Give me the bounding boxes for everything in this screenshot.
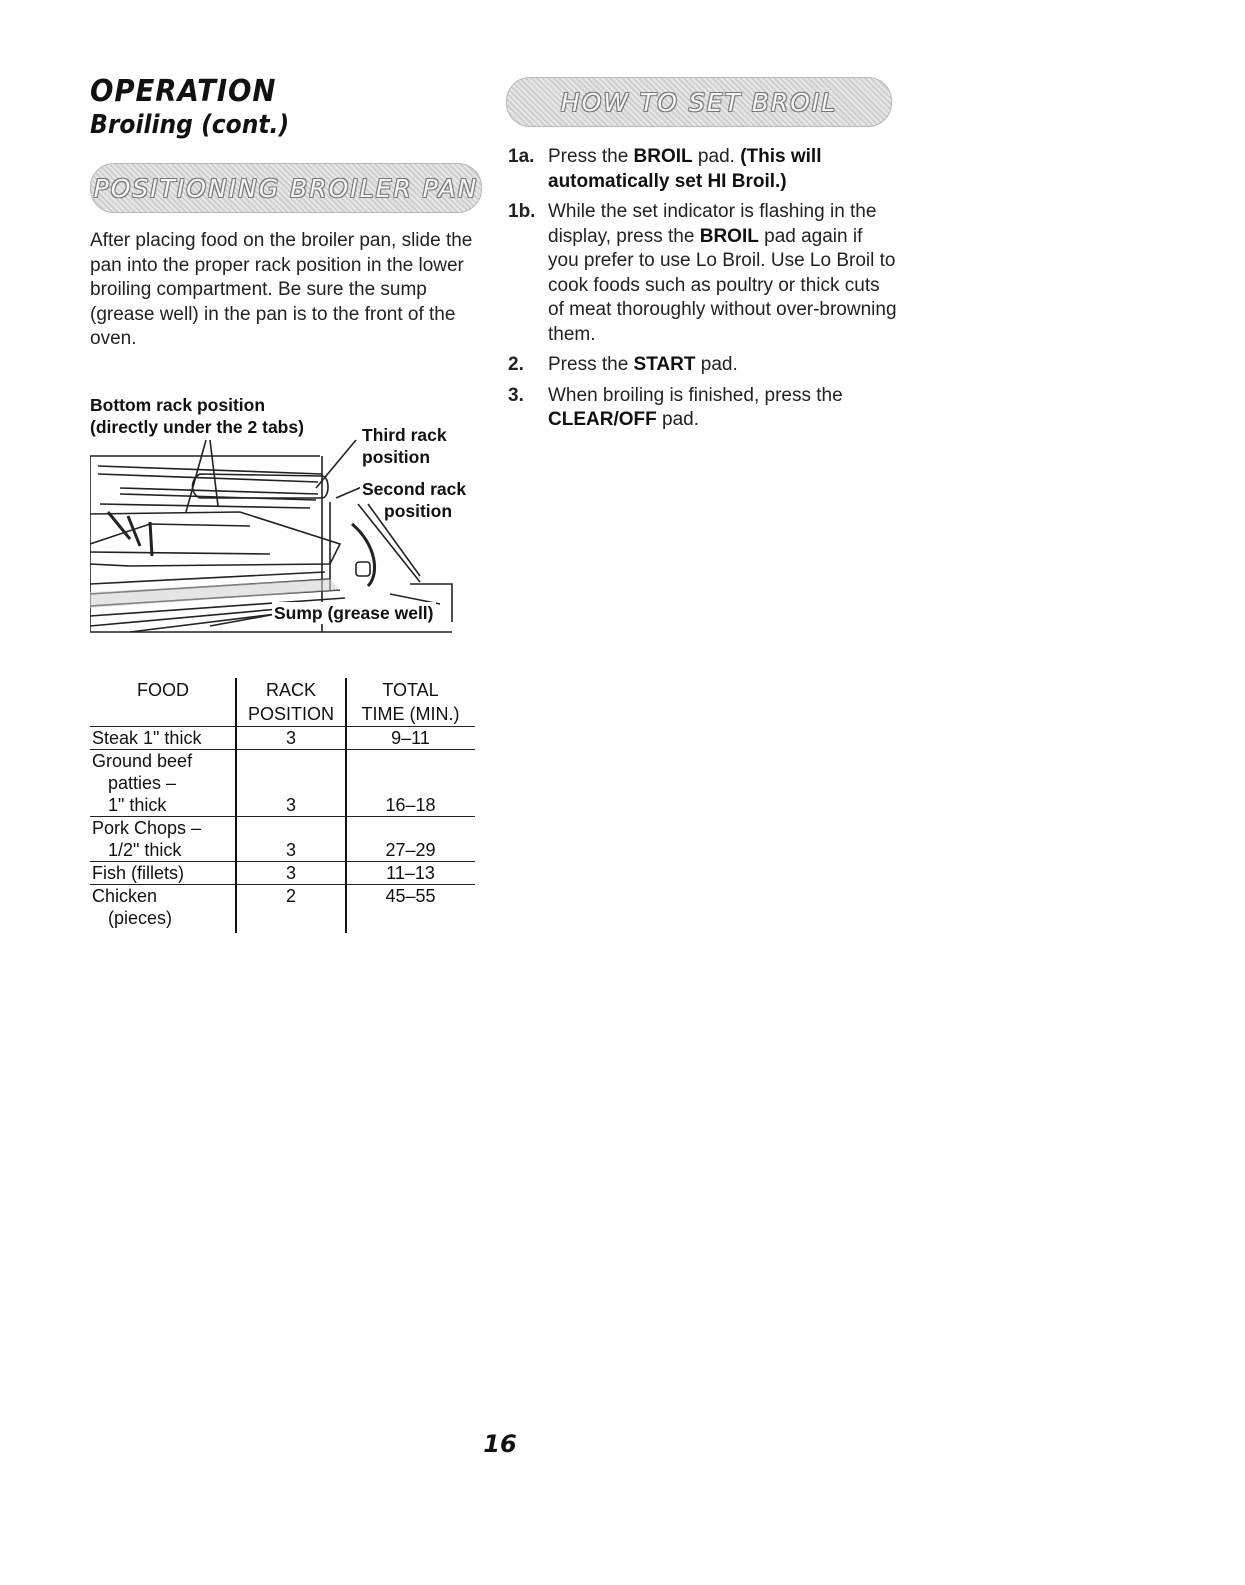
third-rack-sublabel: position [362, 447, 431, 467]
second-rack-sublabel: position [384, 501, 453, 521]
step-item: 1a. Press the BROIL pad. (This will automatically set HI Broil.) [508, 146, 822, 192]
page-number: 16 [483, 1430, 517, 1458]
positioning-broiler-pan-heading: POSITIONING BROILER PAN [90, 163, 482, 213]
broiler-rack-diagram [90, 394, 490, 638]
bottom-rack-sublabel: (directly under the 2 tabs) [90, 417, 304, 437]
step-item: 1b. While the set indicator is flashing in the display, press the BROIL pad again if you prefer to use Lo Broil. Use Lo Broil to cook foods such as poultry or thick cuts of meat thoroughly without over-browning them. [508, 201, 897, 345]
table-header [90, 678, 475, 726]
table-row: Chicken (pieces) 2 45–55 [90, 884, 475, 933]
how-to-set-broil-heading: HOW TO SET BROIL [506, 77, 892, 127]
table-row: Fish (fillets) 3 11–13 [90, 861, 475, 884]
bottom-rack-label: Bottom rack position [90, 395, 266, 415]
header-rack: RACK POSITION [247, 680, 334, 724]
step-item: 2. Press the START pad. [508, 354, 738, 375]
table-row: Steak 1" thick 3 9–11 [90, 726, 475, 749]
intro-paragraph: After placing food on the broiler pan, slide the pan into the proper rack position in the lower broiling compartment. Be sure the sump (grease well) in the pan is to the front of the oven. [90, 230, 473, 349]
section-title: OPERATION [90, 74, 277, 109]
table-row: Pork Chops – 1/2" thick 3 27–29 [90, 816, 475, 861]
broil-steps-list [508, 145, 898, 439]
second-rack-label: Second rack [362, 479, 467, 499]
broil-time-table [90, 678, 475, 933]
header-food: FOOD [137, 680, 189, 700]
sump-label: Sump (grease well) [274, 603, 434, 623]
table-row: Ground beef patties – 1" thick 3 16–18 [90, 749, 475, 816]
step-item: 3. When broiling is finished, press the CLEAR/OFF pad. [508, 384, 843, 430]
section-subtitle: Broiling (cont.) [90, 110, 290, 140]
third-rack-label: Third rack [362, 425, 447, 445]
header-time: TOTAL TIME (MIN.) [361, 680, 460, 724]
